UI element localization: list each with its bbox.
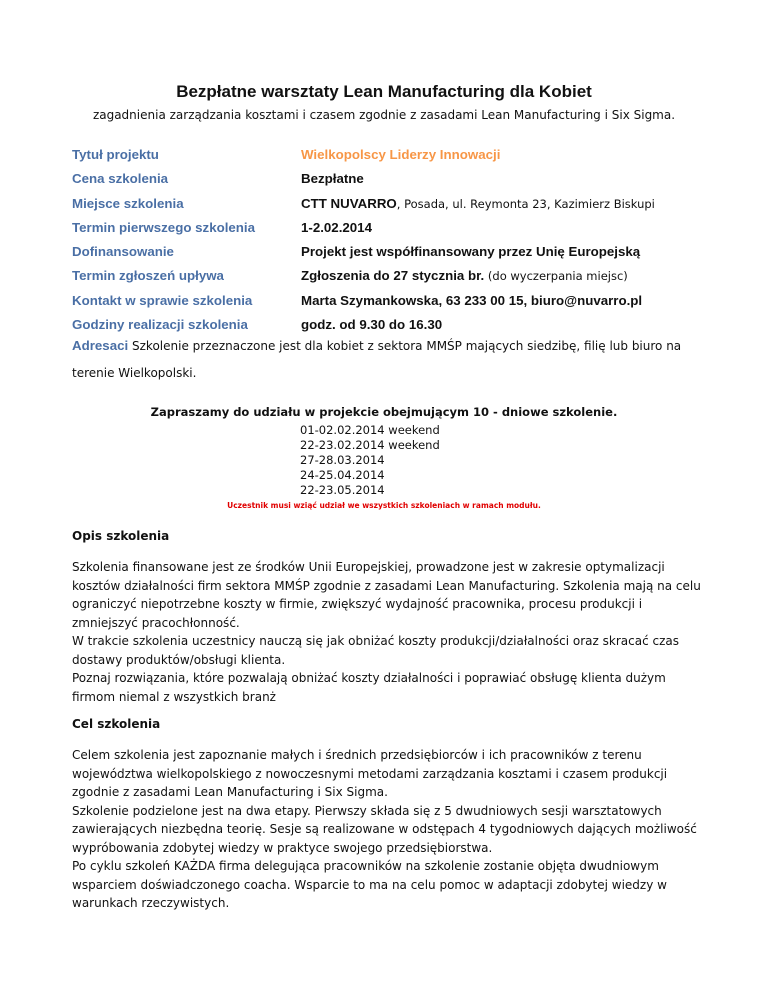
info-table [72,143,712,337]
info-row-price [72,167,712,191]
goal-paragraph: Szkolenie podzielone jest na dwa etapy. Pierwszy składa się z 5 dwudniowych sesji warsztatowych zawierających niezbędna teorię. Sesje są realizowane w odstępach 4 tygodniowych dających możliwość wypróbowania zdobytej wiedzy w praktyce swojego przedsiębiorstwa. [72,803,697,855]
invitation-text: Zapraszamy do udziału w projekcie obejmującym 10 - dniowe szkolenie. [150,405,618,419]
info-row-deadline [72,264,712,288]
hours-value: godz. od 9.30 do 16.30 [301,317,443,333]
goal-body [72,746,702,913]
description-paragraph: Poznaj rozwiązania, które pozwalają obniżać koszty działalności i poprawiać obsługę klienta dużym firmom niemal z wszystkich branż [72,671,666,704]
location-value [301,196,655,211]
project-title-value: Wielkopolscy Liderzy Innowacji [301,147,501,162]
schedule-date: 22-23.02.2014 weekend [300,438,440,452]
info-label: Dofinansowanie [72,244,174,260]
goal-paragraph: Celem szkolenia jest zapoznanie małych i średnich przedsiębiorców i ich pracowników z terenu województwa wielkopolskiego z nowoczesnymi metodami zarządzania kosztami i czasem produkcji zgodnie z zasadami Lean Manufacturing i Six Sigma. [72,748,668,799]
description-paragraph: Szkolenia finansowane jest ze środków Unii Europejskiej, prowadzone jest w zakresie optymalizacji kosztów działalności firm sektora MMŚP zgodnie z zasadami Lean Manufacturing. Szkolenia mają na celu ograniczyć niepotrzebne koszty w firmie, zwiększyć wydajność pracownika, procesu produkcji i zmniejszyć pracochłonność. [72,560,701,630]
price-value: Bezpłatne [301,171,364,187]
info-label: Miejsce szkolenia [72,195,184,211]
schedule-date: 27-28.03.2014 [300,453,385,467]
audience-text: Szkolenie przeznaczone jest dla kobiet z sektora MMŚP mających siedzibę, filię lub biuro na terenie Wielkopolski. [72,339,682,380]
location-name: CTT NUVARRO [301,195,397,211]
deadline-value [301,268,628,283]
deadline-main: Zgłoszenia do 27 stycznia br. [301,268,485,284]
schedule-dates [300,423,440,498]
info-row-location [72,192,712,216]
description-heading: Opis szkolenia [72,529,170,543]
info-label: Kontakt w sprawie szkolenia [72,292,253,308]
funding-value: Projekt jest współfinansowany przez Unię Europejską [301,244,641,260]
schedule-date: 01-02.02.2014 weekend [300,423,440,437]
info-row-funding [72,240,712,264]
schedule-date: 24-25.04.2014 [300,468,385,482]
first-date-value: 1-2.02.2014 [301,219,372,235]
info-label: Cena szkolenia [72,171,169,187]
contact-value: Marta Szymankowska, 63 233 00 15, biuro@nuvarro.pl [301,292,643,308]
document-title: Bezpłatne warsztaty Lean Manufacturing dla Kobiet [176,82,592,101]
description-paragraph: W trakcie szkolenia uczestnicy nauczą się jak obniżać koszty produkcji/działalności oraz skracać czas dostawy produktów/obsługi klienta. [72,634,679,667]
attendance-note: Uczestnik musi wziąć udział we wszystkich szkoleniach w ramach modułu. [227,501,541,510]
description-body [72,558,702,706]
info-label: Godziny realizacji szkolenia [72,317,248,333]
location-address: , Posada, ul. Reymonta 23, Kazimierz Biskupi [396,196,655,211]
audience-paragraph [72,332,702,387]
goal-heading: Cel szkolenia [72,717,161,731]
goal-paragraph: Po cyklu szkoleń KAŻDA firma delegująca pracowników na szkolenie zostanie objęta dwudniowym wsparciem doświadczonego coacha. Wsparcie to ma na celu pomoc w adaptacji zdobytej wiedzy w warunkach rzeczywistych. [72,859,667,910]
info-row-project-title [72,143,712,167]
info-row-first-date [72,216,712,240]
schedule-date: 22-23.05.2014 [300,483,385,497]
audience-label: Adresaci [72,338,129,353]
deadline-extra: (do wyczerpania miejsc) [484,269,628,284]
info-label: Tytuł projektu [72,147,159,162]
info-row-contact [72,289,712,313]
info-label: Termin zgłoszeń upływa [72,268,224,284]
document-subtitle: zagadnienia zarządzania kosztami i czasem zgodnie z zasadami Lean Manufacturing i Six Sigma. [92,108,676,122]
info-label: Termin pierwszego szkolenia [72,219,256,235]
